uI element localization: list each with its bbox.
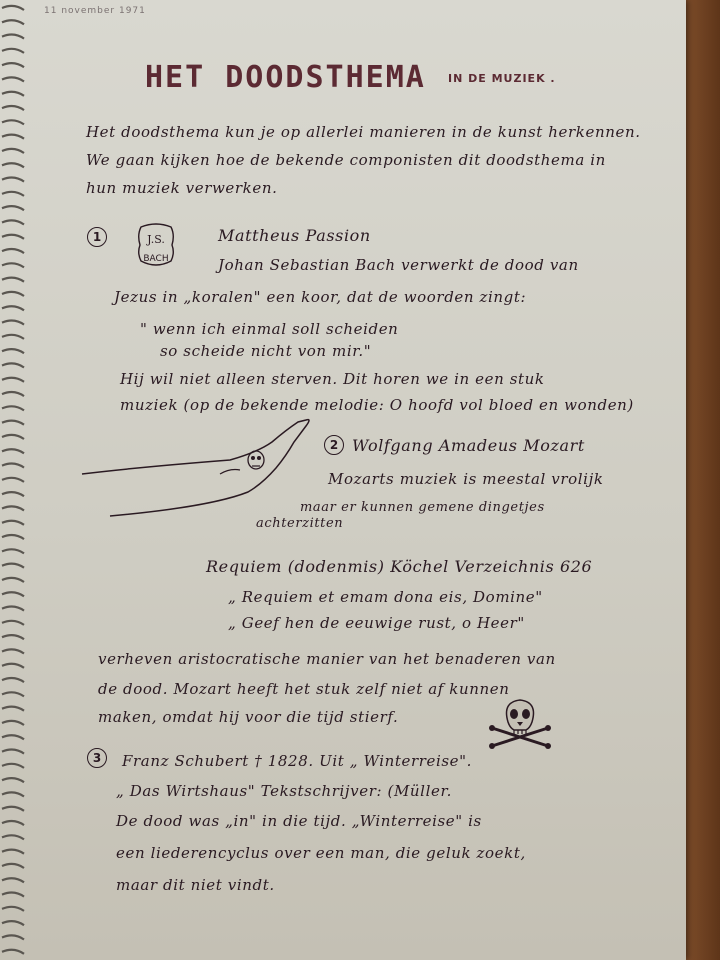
spiral-coil — [2, 649, 24, 653]
section-number-2: 2 — [324, 435, 344, 455]
spiral-coil — [2, 935, 24, 939]
quote-line: so scheide nicht von mir." — [160, 342, 372, 360]
spiral-coil — [2, 592, 24, 596]
spiral-coil — [2, 321, 24, 325]
section-heading-1: Mattheus Passion — [218, 226, 371, 245]
spiral-coil — [2, 178, 24, 182]
section-line: De dood was „in" in die tijd. „Winterreise" is — [116, 812, 482, 830]
page-title: HET DOODSTHEMA — [145, 60, 426, 95]
spiral-coil — [2, 850, 24, 854]
spiral-coil — [2, 721, 24, 725]
spiral-coil — [2, 449, 24, 453]
spiral-coil — [2, 835, 24, 839]
page-subtitle: IN DE MUZIEK . — [448, 72, 556, 85]
spiral-coil — [2, 549, 24, 553]
spiral-coil — [2, 306, 24, 310]
section-line: Mozarts muziek is meestal vrolijk — [328, 470, 604, 488]
spiral-coil — [2, 607, 24, 611]
intro-line: hun muziek verwerken. — [86, 179, 278, 197]
section-line: verheven aristocratische manier van het benaderen van — [98, 650, 556, 668]
spiral-coil — [2, 692, 24, 696]
spiral-coil — [2, 750, 24, 754]
spiral-coil — [2, 707, 24, 711]
seal-name: BACH — [143, 254, 169, 264]
page-date: 11 november 1971 — [44, 6, 146, 16]
spiral-coil — [2, 378, 24, 382]
arm-skull-drawing — [80, 412, 320, 522]
spiral-coil — [2, 678, 24, 682]
spiral-coil — [2, 20, 24, 24]
spiral-coil — [2, 864, 24, 868]
spiral-coil — [2, 335, 24, 339]
section-line: Franz Schubert † 1828. Uit „ Winterreise". — [122, 752, 473, 770]
section-line: Johan Sebastian Bach verwerkt de dood van — [218, 256, 579, 274]
spiral-binding — [0, 0, 26, 960]
skull-crossbones-drawing — [488, 694, 552, 752]
spiral-coil — [2, 135, 24, 139]
section-heading-2: Wolfgang Amadeus Mozart — [352, 436, 585, 455]
spiral-coil — [2, 292, 24, 296]
spiral-coil — [2, 464, 24, 468]
spiral-coil — [2, 907, 24, 911]
spiral-coil — [2, 664, 24, 668]
spiral-coil — [2, 764, 24, 768]
requiem-heading: Requiem (dodenmis) Köchel Verzeichnis 626 — [206, 557, 593, 576]
spiral-coil — [2, 521, 24, 525]
spiral-coil — [2, 120, 24, 124]
section-number-3: 3 — [87, 748, 107, 768]
spiral-coil — [2, 921, 24, 925]
section-line: achterzitten — [256, 516, 344, 531]
spiral-coil — [2, 77, 24, 81]
spiral-coil — [2, 249, 24, 253]
spiral-coil — [2, 821, 24, 825]
spiral-coil — [2, 778, 24, 782]
spiral-coil — [2, 263, 24, 267]
spiral-coil — [2, 235, 24, 239]
section-number-1: 1 — [87, 227, 107, 247]
spiral-coil — [2, 807, 24, 811]
intro-line: We gaan kijken hoe de bekende componisten dit doodsthema in — [86, 151, 606, 169]
spiral-coil — [2, 578, 24, 582]
bach-seal-drawing — [133, 221, 179, 271]
spiral-coil — [2, 192, 24, 196]
spiral-coil — [2, 206, 24, 210]
spiral-coil — [2, 478, 24, 482]
section-line: de dood. Mozart heeft het stuk zelf niet af kunnen — [98, 680, 510, 698]
spiral-coil — [2, 278, 24, 282]
spiral-coil — [2, 621, 24, 625]
spiral-coil — [2, 163, 24, 167]
section-line: muziek (op de bekende melodie: O hoofd vol bloed en wonden) — [120, 396, 634, 414]
section-line: maken, omdat hij voor die tijd stierf. — [98, 708, 399, 726]
spiral-coil — [2, 49, 24, 53]
spiral-coil — [2, 564, 24, 568]
spiral-coil — [2, 435, 24, 439]
spiral-coil — [2, 349, 24, 353]
section-line: Jezus in „koralen" een koor, dat de woorden zingt: — [114, 288, 527, 306]
spiral-coil — [2, 92, 24, 96]
spiral-coil — [2, 893, 24, 897]
spiral-coil — [2, 950, 24, 954]
spiral-coil — [2, 406, 24, 410]
spiral-coil — [2, 792, 24, 796]
spiral-coil — [2, 492, 24, 496]
spiral-coil — [2, 635, 24, 639]
spiral-coil — [2, 506, 24, 510]
intro-line: Het doodsthema kun je op allerlei manieren in de kunst herkennen. — [86, 123, 641, 141]
spiral-coil — [2, 106, 24, 110]
quote-line: " wenn ich einmal soll scheiden — [140, 320, 399, 338]
seal-initials: J.S. — [147, 233, 165, 246]
section-line: Hij wil niet alleen sterven. Dit horen we in een stuk — [120, 370, 545, 388]
spiral-coil — [2, 35, 24, 39]
spiral-coil — [2, 421, 24, 425]
section-line: een liederencyclus over een man, die geluk zoekt, — [116, 844, 526, 862]
section-line: maar dit niet vindt. — [116, 876, 275, 894]
spiral-coil — [2, 6, 24, 10]
spiral-coil — [2, 63, 24, 67]
spiral-coil — [2, 363, 24, 367]
spiral-coil — [2, 878, 24, 882]
quote-line: „ Geef hen de eeuwige rust, o Heer" — [228, 614, 525, 632]
spiral-coil — [2, 149, 24, 153]
spiral-coil — [2, 535, 24, 539]
section-line: maar er kunnen gemene dingetjes — [300, 500, 545, 515]
spiral-coil — [2, 392, 24, 396]
section-line: „ Das Wirtshaus" Tekstschrijver: (Müller. — [116, 782, 452, 800]
spiral-coil — [2, 735, 24, 739]
spiral-coil — [2, 220, 24, 224]
quote-line: „ Requiem et emam dona eis, Domine" — [228, 588, 543, 606]
